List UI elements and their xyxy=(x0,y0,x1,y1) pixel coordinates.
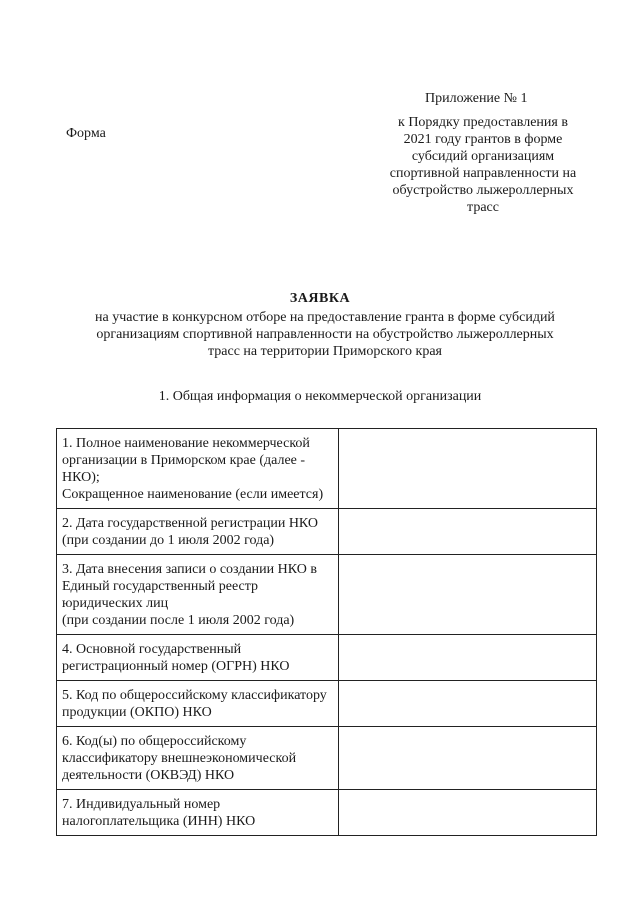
row-label xyxy=(57,681,339,727)
appendix-desc-line: обустройство лыжероллерных xyxy=(392,183,574,198)
appendix-desc-line: к Порядку предоставления в xyxy=(398,115,568,130)
row-label-line: Единый государственный реестр xyxy=(62,579,259,594)
section-title: 1. Общая информация о некоммерческой организации xyxy=(158,389,482,404)
row-label xyxy=(57,635,339,681)
row-label-line: 6. Код(ы) по общероссийскому xyxy=(62,734,247,749)
row-label-line: (при создании до 1 июля 2002 года) xyxy=(62,533,275,548)
row-label-line: НКО); xyxy=(62,470,100,485)
row-value-field[interactable] xyxy=(338,635,596,681)
table-row xyxy=(57,429,597,509)
row-label xyxy=(57,727,339,790)
row-label-line: 1. Полное наименование некоммерческой xyxy=(62,436,310,451)
row-value-field[interactable] xyxy=(338,681,596,727)
appendix-title: Приложение № 1 xyxy=(425,91,528,106)
table-row xyxy=(57,681,597,727)
application-title: ЗАЯВКА xyxy=(289,291,351,306)
row-label-line: 5. Код по общероссийскому классификатору xyxy=(62,688,327,703)
row-label-line: 2. Дата государственной регистрации НКО xyxy=(62,516,319,531)
table-row xyxy=(57,635,597,681)
organization-info-table xyxy=(56,428,597,836)
row-label xyxy=(57,509,339,555)
row-label-line: юридических лиц xyxy=(62,596,169,611)
row-label-line: 7. Индивидуальный номер xyxy=(62,797,221,812)
row-value-field[interactable] xyxy=(338,555,596,635)
table-row xyxy=(57,509,597,555)
row-label-line: продукции (ОКПО) НКО xyxy=(62,705,212,720)
application-subtitle-line: трасс на территории Приморского края xyxy=(208,344,442,359)
appendix-desc-line: субсидий организациям xyxy=(411,149,555,164)
row-label-line: классификатору внешнеэкономической xyxy=(62,751,297,766)
row-label-line: налогоплательщика (ИНН) НКО xyxy=(62,814,256,829)
forma-label: Форма xyxy=(66,126,106,141)
appendix-description xyxy=(368,114,598,216)
row-label xyxy=(57,429,339,509)
row-label-line: 3. Дата внесения записи о создании НКО в xyxy=(62,562,317,577)
application-subtitle-line: организациям спортивной направленности на обустройство лыжероллерных xyxy=(96,327,554,342)
table-row xyxy=(57,727,597,790)
application-subtitle-line: на участие в конкурсном отборе на предоставление гранта в форме субсидий xyxy=(95,310,555,325)
row-value-field[interactable] xyxy=(338,727,596,790)
appendix-desc-line: трасс xyxy=(467,200,499,215)
application-subtitle xyxy=(60,309,590,360)
row-label-line: регистрационный номер (ОГРН) НКО xyxy=(62,659,290,674)
row-label-line: Сокращенное наименование (если имеется) xyxy=(62,487,324,502)
row-label-line: организации в Приморском крае (далее - xyxy=(62,453,306,468)
row-label-line: 4. Основной государственный xyxy=(62,642,242,657)
row-label-line: деятельности (ОКВЭД) НКО xyxy=(62,768,235,783)
table-row xyxy=(57,790,597,836)
row-value-field[interactable] xyxy=(338,509,596,555)
row-value-field[interactable] xyxy=(338,429,596,509)
row-label-line: (при создании после 1 июля 2002 года) xyxy=(62,613,295,628)
appendix-desc-line: спортивной направленности на xyxy=(389,166,577,181)
appendix-desc-line: 2021 году грантов в форме xyxy=(403,132,563,147)
row-label xyxy=(57,555,339,635)
row-label xyxy=(57,790,339,836)
row-value-field[interactable] xyxy=(338,790,596,836)
table-row xyxy=(57,555,597,635)
